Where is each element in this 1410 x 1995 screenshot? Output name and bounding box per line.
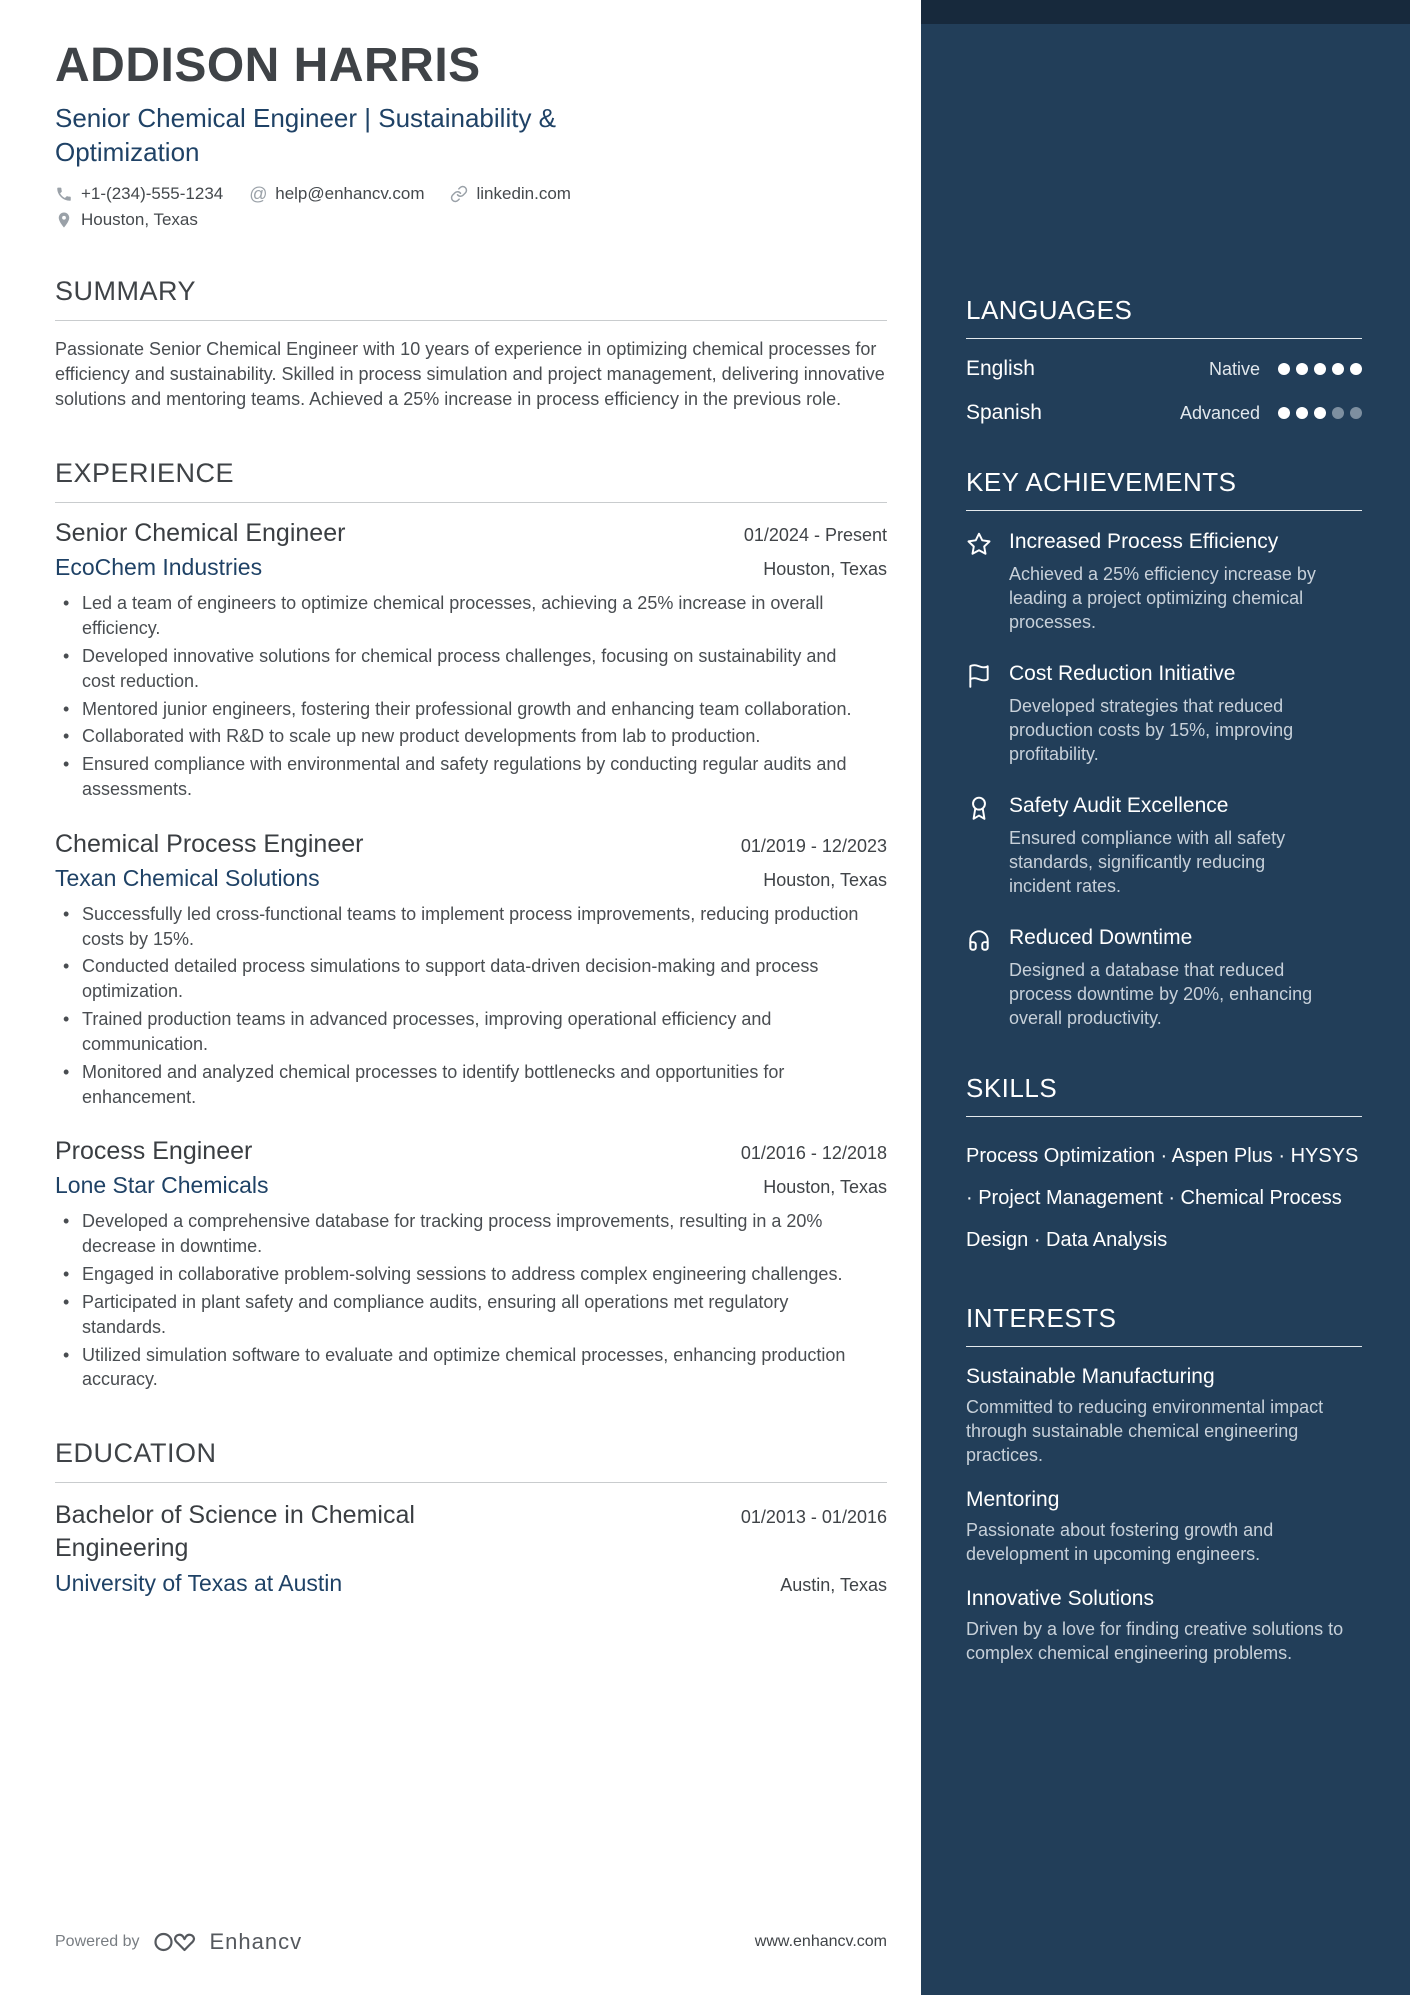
level-dot	[1296, 407, 1308, 419]
job-bullet: • Trained production teams in advanced processes, improving operational efficiency and communication.	[55, 1007, 865, 1057]
company-name: EcoChem Industries	[55, 554, 263, 581]
achievement-desc: Ensured compliance with all safety standards, significantly reducing incident rates.	[1009, 828, 1286, 897]
job-bullet: • Monitored and analyzed chemical processes to identify bottlenecks and opportunities for enhancement.	[55, 1060, 865, 1110]
interest-desc: Committed to reducing environmental impact through sustainable chemical engineering practices.	[966, 1397, 1324, 1466]
location-text: Houston, Texas	[81, 209, 198, 229]
education-section	[55, 1438, 887, 1597]
achievement-title: Safety Audit Excellence	[1009, 794, 1229, 818]
skills-heading: SKILLS	[966, 1073, 1058, 1104]
star-icon	[966, 531, 992, 557]
job-bullet: • Utilized simulation software to evaluate and optimize chemical processes, enhancing production accuracy.	[55, 1343, 865, 1393]
achievements-heading: KEY ACHIEVEMENTS	[966, 467, 1237, 497]
person-name: ADDISON HARRIS	[55, 39, 481, 92]
job-bullet: • Collaborated with R&D to scale up new product developments from lab to production.	[55, 724, 865, 749]
job-title: Process Engineer	[55, 1137, 253, 1166]
summary-section	[55, 276, 887, 413]
interest-title: Innovative Solutions	[966, 1586, 1154, 1610]
job-bullet-list	[55, 902, 887, 1110]
language-level: Native	[1208, 358, 1260, 379]
email-item[interactable]	[249, 184, 424, 204]
job-company-row	[55, 554, 887, 581]
language-level: Advanced	[1179, 402, 1260, 423]
language-row-english	[966, 357, 1362, 381]
skills-section	[966, 1073, 1362, 1261]
footer-brand-group	[55, 1929, 302, 1955]
education-location: Austin, Texas	[780, 1575, 887, 1596]
footer-website-link[interactable]: www.enhancv.com	[754, 1933, 887, 1950]
link-icon	[450, 185, 468, 203]
job-bullet: • Developed innovative solutions for chemical process challenges, focusing on sustainability and cost reduction.	[55, 644, 865, 694]
linkedin-item[interactable]	[450, 184, 571, 204]
sidebar-top-band	[921, 0, 1410, 24]
level-dot	[1278, 363, 1290, 375]
contact-row-1	[55, 184, 887, 204]
job-title-row	[55, 519, 887, 548]
interest-item-3	[966, 1587, 1362, 1666]
achievement-content	[1009, 529, 1319, 635]
achievement-desc: Developed strategies that reduced production costs by 15%, improving profitability.	[1009, 696, 1294, 765]
languages-rule	[966, 338, 1362, 339]
job-location: Houston, Texas	[763, 559, 887, 580]
interests-section	[966, 1303, 1362, 1666]
skills-list: Process Optimization · Aspen Plus · HYSYS · Project Management · Chemical Process Design · Data Analysis	[966, 1145, 1359, 1252]
achievement-title: Cost Reduction Initiative	[1009, 662, 1236, 686]
level-dot	[1332, 407, 1344, 419]
footer	[55, 1929, 887, 1955]
summary-text: Passionate Senior Chemical Engineer with 10 years of experience in optimizing chemical processes for efficiency and sustainability. Skilled in process simulation and project management, delivering innovative solutions and mentoring teams. Achieved a 25% increase in process efficiency in the previous role.	[55, 338, 885, 409]
headset-icon	[966, 927, 992, 953]
level-dot	[1332, 363, 1344, 375]
education-dates: 01/2013 - 01/2016	[740, 1507, 887, 1528]
language-name: English	[966, 357, 1035, 380]
phone-icon	[55, 185, 73, 203]
phone-item	[55, 184, 223, 204]
job-bullet: • Mentored junior engineers, fostering their professional growth and enhancing team collaboration.	[55, 697, 865, 722]
job-entry-3	[55, 1137, 887, 1392]
level-dot	[1314, 407, 1326, 419]
sidebar	[921, 0, 1410, 1995]
job-dates: 01/2019 - 12/2023	[740, 835, 887, 856]
job-location: Houston, Texas	[763, 869, 887, 890]
level-dot	[1350, 363, 1362, 375]
language-row-spanish	[966, 401, 1362, 425]
achievement-desc: Achieved a 25% efficiency increase by leading a project optimizing chemical processes.	[1009, 564, 1316, 633]
job-bullet: • Ensured compliance with environmental and safety regulations by conducting regular audits and assessments.	[55, 752, 865, 802]
job-company-row	[55, 1172, 887, 1199]
location-item	[55, 210, 198, 230]
email-address: help@enhancv.com	[275, 183, 425, 203]
interest-title: Mentoring	[966, 1488, 1060, 1512]
medal-icon	[966, 795, 992, 821]
degree-name: Bachelor of Science in Chemical Engineering	[55, 1501, 415, 1562]
job-bullet: • Successfully led cross-functional teams to implement process improvements, reducing production costs by 15%.	[55, 902, 865, 952]
languages-heading: LANGUAGES	[966, 295, 1133, 325]
brand-name: Enhancv	[209, 1929, 303, 1954]
skills-rule	[966, 1116, 1362, 1117]
school-row	[55, 1570, 887, 1597]
job-bullet: • Developed a comprehensive database for tracking process improvements, resulting in a 20% decrease in downtime.	[55, 1209, 865, 1259]
summary-heading: SUMMARY	[55, 275, 197, 306]
achievements-rule	[966, 510, 1362, 511]
languages-section	[966, 295, 1362, 425]
interests-heading: INTERESTS	[966, 1303, 1117, 1334]
achievement-item-4	[966, 925, 1362, 1031]
job-dates: 01/2016 - 12/2018	[740, 1143, 887, 1164]
job-title: Senior Chemical Engineer	[55, 519, 346, 548]
job-title: Chemical Process Engineer	[55, 829, 364, 858]
job-entry-2	[55, 830, 887, 1110]
interest-item-2	[966, 1488, 1362, 1567]
interest-desc: Driven by a love for finding creative solutions to complex chemical engineering problems.	[966, 1618, 1344, 1663]
language-dots	[1278, 407, 1362, 419]
job-entry-1	[55, 519, 887, 802]
achievement-title: Reduced Downtime	[1009, 926, 1193, 950]
job-bullet-list	[55, 591, 887, 802]
job-bullet: • Led a team of engineers to optimize chemical processes, achieving a 25% increase in overall efficiency.	[55, 591, 865, 641]
level-dot	[1350, 407, 1362, 419]
achievement-desc: Designed a database that reduced process downtime by 20%, enhancing overall productivity.	[1009, 960, 1313, 1029]
contact-row-2	[55, 210, 887, 230]
phone-number: +1-(234)-555-1234	[81, 183, 224, 203]
linkedin-url: linkedin.com	[476, 183, 571, 203]
company-name: Lone Star Chemicals	[55, 1172, 269, 1199]
education-rule	[55, 1482, 887, 1483]
interest-item-1	[966, 1365, 1362, 1468]
job-company-row	[55, 865, 887, 892]
job-location: Houston, Texas	[763, 1177, 887, 1198]
experience-section	[55, 458, 887, 1392]
level-dot	[1296, 363, 1308, 375]
achievement-title: Increased Process Efficiency	[1009, 530, 1279, 553]
job-headline: Senior Chemical Engineer | Sustainability & Optimization	[55, 103, 557, 168]
achievement-content	[1009, 793, 1319, 899]
education-heading: EDUCATION	[55, 1438, 217, 1469]
job-title-row	[55, 1137, 887, 1166]
job-bullet-list	[55, 1209, 887, 1392]
interests-rule	[966, 1346, 1362, 1347]
company-name: Texan Chemical Solutions	[55, 864, 320, 891]
job-bullet: • Conducted detailed process simulations to support data-driven decision-making and process optimization.	[55, 954, 865, 1004]
achievement-content	[1009, 661, 1319, 767]
location-pin-icon	[55, 211, 73, 229]
school-name: University of Texas at Austin	[55, 1570, 343, 1597]
language-dots	[1278, 363, 1362, 375]
experience-heading: EXPERIENCE	[55, 458, 235, 489]
language-name: Spanish	[966, 401, 1042, 424]
interest-desc: Passionate about fostering growth and development in upcoming engineers.	[966, 1520, 1274, 1564]
contact-block	[55, 184, 887, 230]
achievements-section	[966, 467, 1362, 1031]
email-at-icon: @	[249, 183, 268, 204]
achievement-item-2	[966, 661, 1362, 767]
job-bullet: • Participated in plant safety and compliance audits, ensuring all operations met regulatory standards.	[55, 1290, 865, 1340]
powered-by-label: Powered by	[55, 1933, 140, 1950]
enhancv-logo-icon	[154, 1929, 196, 1955]
achievement-content	[1009, 925, 1319, 1031]
job-title-row	[55, 830, 887, 859]
experience-rule	[55, 502, 887, 503]
level-dot	[1314, 363, 1326, 375]
job-dates: 01/2024 - Present	[743, 525, 887, 546]
flag-icon	[966, 663, 992, 689]
job-bullet: • Engaged in collaborative problem-solving sessions to address complex engineering challenges.	[55, 1262, 865, 1287]
achievement-item-1	[966, 529, 1362, 635]
interest-title: Sustainable Manufacturing	[966, 1365, 1215, 1389]
level-dot	[1278, 407, 1290, 419]
summary-rule	[55, 320, 887, 321]
achievement-item-3	[966, 793, 1362, 899]
degree-row	[55, 1499, 887, 1564]
